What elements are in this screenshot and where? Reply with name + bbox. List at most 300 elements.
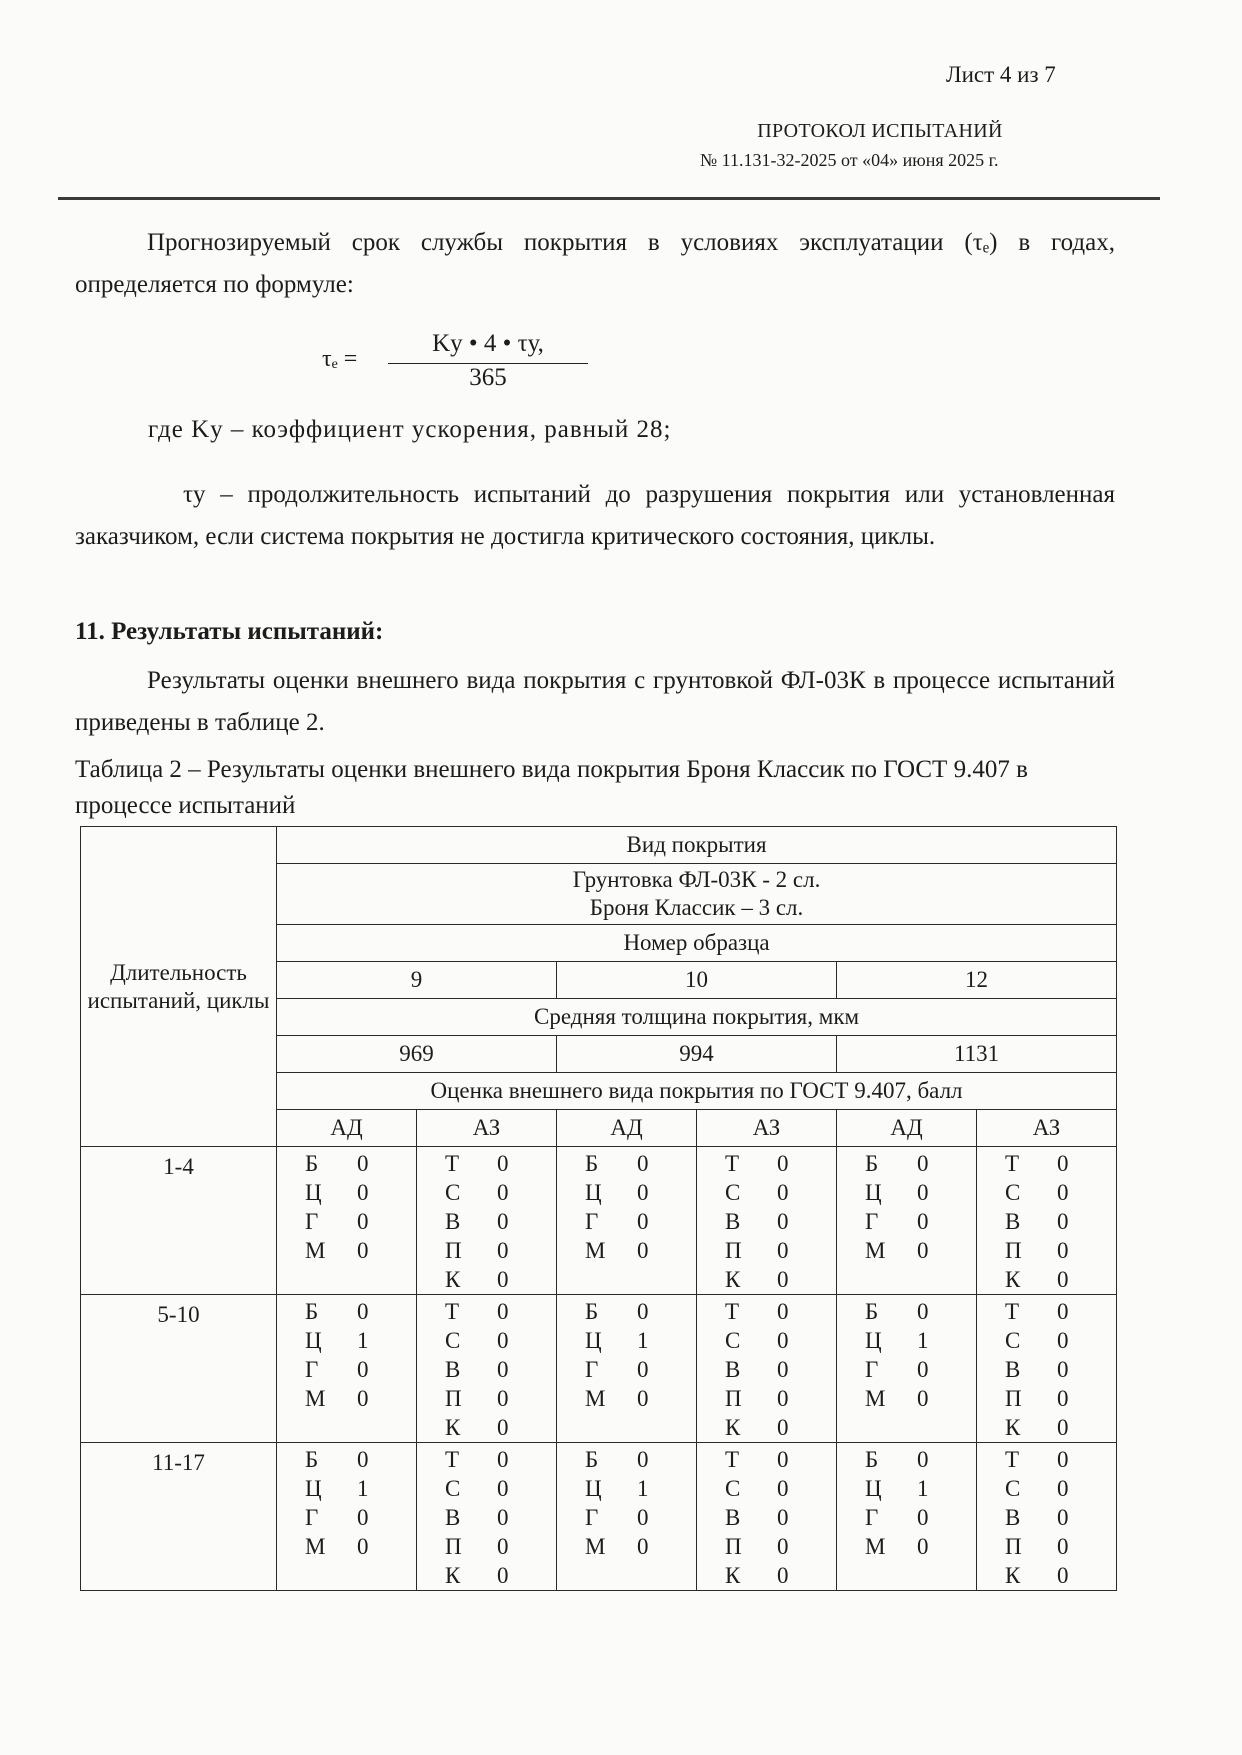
score-key: Ц [865,1476,882,1501]
score-pair [445,1445,556,1474]
formula-numerator: Kу • 4 • τу, [432,330,544,357]
score-cell [837,1147,977,1295]
score-value: 0 [1057,1328,1069,1353]
score-key: Б [865,1151,879,1176]
score-key: Ц [305,1180,322,1205]
score-value: 1 [357,1328,369,1353]
score-key: В [445,1505,461,1530]
score-key: К [445,1563,461,1588]
score-value: 0 [357,1447,369,1472]
score-key: К [1005,1415,1021,1440]
score-pair [865,1297,976,1326]
score-value: 0 [637,1151,649,1176]
score-key: П [725,1534,742,1559]
score-key: Г [865,1357,879,1382]
score-pair [725,1384,836,1413]
score-key: С [1005,1328,1021,1353]
duration-cell: 11-17 [81,1443,277,1591]
score-value: 0 [1057,1209,1069,1234]
score-pair [445,1561,556,1590]
score-pair [445,1355,556,1384]
score-cell [837,1443,977,1591]
score-key: В [725,1357,741,1382]
score-key: Г [865,1505,879,1530]
score-value: 0 [777,1180,789,1205]
score-pair [585,1384,696,1413]
where-ky: где Kу – коэффициент ускорения, равный 28; [148,416,672,443]
sheet-number: Лист 4 из 7 [946,62,1056,87]
score-cell [697,1443,837,1591]
score-key: К [725,1415,741,1440]
score-key: Ц [585,1328,602,1353]
score-value: 0 [777,1299,789,1324]
score-value: 0 [777,1505,789,1530]
score-value: 0 [1057,1447,1069,1472]
score-pair [445,1503,556,1532]
assessment-header: Оценка внешнего вида покрытия по ГОСТ 9.407, балл [277,1073,1117,1110]
score-pair [725,1297,836,1326]
score-pair [445,1207,556,1236]
score-pair [305,1474,416,1503]
score-value: 0 [1057,1180,1069,1205]
avg-thickness-header: Средняя толщина покрытия, мкм [277,999,1117,1036]
score-value: 0 [497,1180,509,1205]
score-pair [1005,1297,1116,1326]
score-value: 0 [917,1534,929,1559]
score-key: Б [865,1447,879,1472]
score-key: С [1005,1180,1021,1205]
score-key: С [1005,1476,1021,1501]
score-key: П [1005,1534,1022,1559]
score-pair [305,1297,416,1326]
score-pair [725,1413,836,1442]
score-key: Г [585,1209,599,1234]
score-value: 0 [357,1299,369,1324]
score-key: К [1005,1267,1021,1292]
score-pair [725,1207,836,1236]
score-pair [585,1149,696,1178]
score-key: Г [865,1209,879,1234]
sub-header-ad: АД [277,1110,417,1147]
score-pair [305,1207,416,1236]
score-value: 1 [917,1476,929,1501]
score-pair [725,1326,836,1355]
score-key: Б [305,1447,319,1472]
score-key: М [585,1238,606,1263]
score-value: 0 [357,1505,369,1530]
protocol-title: ПРОТОКОЛ ИСПЫТАНИЙ [757,120,1003,142]
score-pair [445,1413,556,1442]
score-value: 0 [777,1209,789,1234]
score-pair [445,1384,556,1413]
score-key: Б [585,1299,599,1324]
score-key: Ц [585,1476,602,1501]
score-key: П [445,1386,462,1411]
score-pair [865,1503,976,1532]
score-pair [1005,1384,1116,1413]
sub-header-ad: АД [557,1110,697,1147]
score-key: М [865,1534,886,1559]
score-pair [1005,1207,1116,1236]
score-pair [1005,1236,1116,1265]
score-value: 0 [1057,1476,1069,1501]
score-pair [585,1326,696,1355]
formula-lhs: τₑ = [322,346,358,372]
score-pair [445,1474,556,1503]
score-value: 0 [777,1357,789,1382]
table-row [81,1295,1117,1443]
score-pair [305,1503,416,1532]
score-pair [305,1384,416,1413]
score-pair [725,1561,836,1590]
score-cell [417,1443,557,1591]
score-cell [977,1147,1117,1295]
duration-cell: 1-4 [81,1147,277,1295]
score-value: 0 [357,1357,369,1382]
score-value: 0 [357,1180,369,1205]
duration-cell: 5-10 [81,1295,277,1443]
score-value: 0 [497,1299,509,1324]
sub-header-az: АЗ [417,1110,557,1147]
score-value: 0 [497,1476,509,1501]
score-cell [977,1295,1117,1443]
score-key: Т [445,1447,460,1472]
score-pair [725,1236,836,1265]
score-key: С [445,1476,461,1501]
score-value: 0 [777,1447,789,1472]
score-value: 0 [497,1505,509,1530]
score-pair [725,1532,836,1561]
score-pair [865,1326,976,1355]
score-pair [865,1532,976,1561]
table-caption: Таблица 2 – Результаты оценки внешнего вида покрытия Броня Классик по ГОСТ 9.407 в процессе испытаний [75,756,1028,819]
score-pair [1005,1355,1116,1384]
score-pair [725,1474,836,1503]
score-value: 0 [917,1238,929,1263]
score-pair [865,1207,976,1236]
score-key: П [725,1386,742,1411]
score-value: 0 [777,1238,789,1263]
score-cell [417,1147,557,1295]
section-title: 11. Результаты испытаний: [75,618,384,645]
score-pair [445,1297,556,1326]
score-pair [1005,1474,1116,1503]
score-key: Т [725,1447,740,1472]
score-key: В [445,1357,461,1382]
score-pair [585,1207,696,1236]
score-value: 0 [497,1267,509,1292]
score-pair [1005,1532,1116,1561]
score-key: Г [585,1357,599,1382]
score-key: Б [585,1447,599,1472]
score-key: Т [725,1299,740,1324]
score-value: 0 [637,1180,649,1205]
coating-line-2: Броня Классик – 3 сл. [589,895,804,920]
table-row [81,1443,1117,1591]
sub-header-ad: АД [837,1110,977,1147]
score-cell [977,1443,1117,1591]
score-value: 0 [357,1151,369,1176]
results-intro: Результаты оценки внешнего вида покрытия с грунтовкой ФЛ-03К в процессе испытаний приведены в таблице 2. [75,667,1115,736]
score-pair [305,1236,416,1265]
score-pair [865,1178,976,1207]
score-value: 0 [357,1386,369,1411]
score-key: Г [305,1357,319,1382]
score-value: 0 [777,1476,789,1501]
score-value: 0 [497,1534,509,1559]
score-pair [445,1532,556,1561]
score-value: 0 [1057,1238,1069,1263]
score-value: 0 [917,1180,929,1205]
score-value: 0 [637,1447,649,1472]
score-value: 0 [357,1238,369,1263]
score-key: Т [445,1299,460,1324]
score-value: 0 [1057,1415,1069,1440]
score-key: М [865,1238,886,1263]
score-pair [725,1503,836,1532]
score-cell [277,1443,417,1591]
coating-type-header: Вид покрытия [277,827,1117,864]
score-value: 0 [917,1151,929,1176]
score-value: 0 [777,1151,789,1176]
intro-paragraph: Прогнозируемый срок службы покрытия в условиях эксплуатации (τₑ) в годах, определяется по формуле: [75,229,1115,298]
score-pair [1005,1265,1116,1294]
score-pair [305,1355,416,1384]
score-pair [305,1445,416,1474]
score-pair [445,1178,556,1207]
score-cell [417,1295,557,1443]
thickness-10: 994 [557,1036,837,1073]
sub-header-az: АЗ [977,1110,1117,1147]
score-key: М [585,1534,606,1559]
score-pair [725,1445,836,1474]
score-pair [585,1532,696,1561]
score-pair [585,1297,696,1326]
score-key: Г [585,1505,599,1530]
score-key: П [1005,1386,1022,1411]
duration-header: Длительность испытаний, циклы [81,827,277,1147]
score-pair [865,1355,976,1384]
score-cell [557,1443,697,1591]
score-cell [697,1147,837,1295]
thickness-12: 1131 [837,1036,1117,1073]
score-pair [1005,1413,1116,1442]
score-key: К [445,1267,461,1292]
score-value: 0 [497,1563,509,1588]
score-pair [1005,1445,1116,1474]
score-value: 1 [357,1476,369,1501]
score-key: К [725,1563,741,1588]
score-value: 0 [637,1209,649,1234]
score-pair [585,1178,696,1207]
where-ty: τу – продолжительность испытаний до разрушения покрытия или установленная заказчиком, если система покрытия не достигла критического состояния, циклы. [75,481,1115,550]
score-key: Г [305,1505,319,1530]
score-value: 0 [1057,1151,1069,1176]
score-value: 0 [917,1386,929,1411]
score-cell [557,1147,697,1295]
score-key: Т [1005,1299,1020,1324]
score-key: М [585,1386,606,1411]
score-key: С [725,1328,741,1353]
score-key: П [1005,1238,1022,1263]
score-key: Ц [305,1328,322,1353]
score-value: 0 [637,1299,649,1324]
score-value: 0 [917,1357,929,1382]
score-value: 0 [497,1447,509,1472]
score-key: Ц [585,1180,602,1205]
score-pair [585,1503,696,1532]
score-value: 0 [637,1238,649,1263]
score-pair [445,1149,556,1178]
score-key: Т [725,1151,740,1176]
score-key: В [1005,1209,1021,1234]
score-key: Б [865,1299,879,1324]
score-key: С [725,1476,741,1501]
score-pair [1005,1561,1116,1590]
coating-system [277,864,1117,925]
score-key: М [305,1238,326,1263]
score-value: 0 [917,1209,929,1234]
score-value: 0 [1057,1563,1069,1588]
score-key: М [305,1534,326,1559]
score-value: 1 [637,1476,649,1501]
sample-9: 9 [277,962,557,999]
score-pair [585,1236,696,1265]
score-value: 0 [777,1267,789,1292]
score-value: 0 [497,1209,509,1234]
score-value: 0 [497,1151,509,1176]
sample-12: 12 [837,962,1117,999]
sub-header-az: АЗ [697,1110,837,1147]
score-pair [445,1265,556,1294]
score-pair [725,1355,836,1384]
score-value: 0 [497,1238,509,1263]
score-key: Ц [865,1328,882,1353]
score-pair [445,1326,556,1355]
formula-denominator: 365 [469,364,507,391]
score-pair [305,1532,416,1561]
score-pair [725,1178,836,1207]
score-value: 0 [637,1534,649,1559]
score-key: Т [445,1151,460,1176]
score-key: С [445,1328,461,1353]
score-value: 0 [777,1563,789,1588]
score-value: 0 [777,1328,789,1353]
score-value: 0 [637,1505,649,1530]
score-key: В [725,1209,741,1234]
score-key: В [1005,1505,1021,1530]
score-pair [725,1149,836,1178]
score-key: Б [305,1151,319,1176]
score-value: 0 [357,1534,369,1559]
score-pair [865,1445,976,1474]
score-value: 0 [497,1386,509,1411]
score-cell [697,1295,837,1443]
score-key: К [1005,1563,1021,1588]
score-value: 0 [637,1357,649,1382]
results-table [80,826,1117,1591]
score-pair [725,1265,836,1294]
score-value: 0 [777,1415,789,1440]
score-value: 0 [497,1415,509,1440]
score-value: 0 [497,1328,509,1353]
score-pair [1005,1326,1116,1355]
score-cell [277,1295,417,1443]
score-pair [865,1474,976,1503]
score-pair [1005,1503,1116,1532]
score-value: 0 [1057,1534,1069,1559]
score-value: 0 [917,1447,929,1472]
header-divider [58,197,1160,200]
score-value: 0 [917,1505,929,1530]
score-value: 0 [1057,1357,1069,1382]
score-pair [585,1445,696,1474]
score-value: 0 [917,1299,929,1324]
score-value: 0 [1057,1299,1069,1324]
score-key: М [305,1386,326,1411]
score-key: К [445,1415,461,1440]
score-value: 0 [1057,1386,1069,1411]
score-key: П [725,1238,742,1263]
score-pair [305,1178,416,1207]
score-key: Ц [305,1476,322,1501]
score-key: В [1005,1357,1021,1382]
score-value: 0 [777,1534,789,1559]
score-key: Т [1005,1151,1020,1176]
score-cell [837,1295,977,1443]
score-key: Б [585,1151,599,1176]
score-key: Б [305,1299,319,1324]
score-key: К [725,1267,741,1292]
table-row [81,1147,1117,1295]
score-value: 1 [637,1328,649,1353]
score-pair [305,1149,416,1178]
score-pair [305,1326,416,1355]
score-value: 0 [637,1386,649,1411]
score-key: С [445,1180,461,1205]
score-pair [1005,1178,1116,1207]
score-cell [557,1295,697,1443]
coating-line-1: Грунтовка ФЛ-03К - 2 сл. [572,867,821,892]
score-value: 0 [1057,1505,1069,1530]
score-pair [1005,1149,1116,1178]
score-value: 0 [357,1209,369,1234]
score-value: 0 [497,1357,509,1382]
score-key: Ц [865,1180,882,1205]
score-value: 0 [1057,1267,1069,1292]
score-pair [865,1236,976,1265]
score-key: В [445,1209,461,1234]
score-key: М [865,1386,886,1411]
protocol-number: № 11.131-32-2025 от «04» июня 2025 г. [700,150,999,170]
score-key: В [725,1505,741,1530]
score-cell [277,1147,417,1295]
score-pair [445,1236,556,1265]
thickness-9: 969 [277,1036,557,1073]
score-key: С [725,1180,741,1205]
score-pair [865,1384,976,1413]
score-key: Т [1005,1447,1020,1472]
score-key: П [445,1238,462,1263]
score-value: 1 [917,1328,929,1353]
score-key: Г [305,1209,319,1234]
sample-10: 10 [557,962,837,999]
score-pair [865,1149,976,1178]
score-pair [585,1355,696,1384]
score-pair [585,1474,696,1503]
sample-number-header: Номер образца [277,925,1117,962]
score-value: 0 [777,1386,789,1411]
